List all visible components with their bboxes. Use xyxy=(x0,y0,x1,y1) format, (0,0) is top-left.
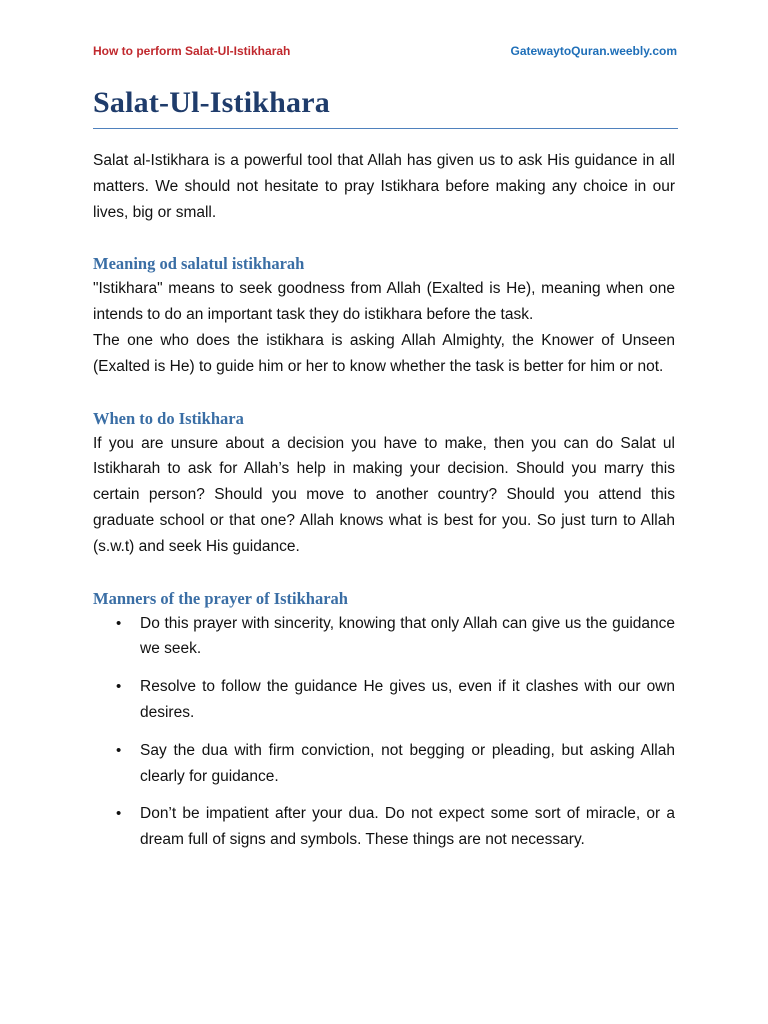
section-heading-when: When to do Istikhara xyxy=(93,408,244,428)
list-item-text: Resolve to follow the guidance He gives us, even if it clashes with our own desires. xyxy=(140,678,675,721)
title-underline xyxy=(93,128,678,129)
when-paragraph: If you are unsure about a decision you have to make, then you can do Salat ul Istikharah to ask for Allah’s help in making your decision. Should you marry this certain person? Should you move to another country? Should you attend this graduate school or that one? Allah knows what is best for you. So just turn to Allah (s.w.t) and seek His guidance. xyxy=(93,434,675,555)
list-item xyxy=(93,738,675,790)
list-item-text: Don’t be impatient after your dua. Do not expect some sort of miracle, or a dream full of signs and symbols. These things are not necessary. xyxy=(140,805,675,849)
bullet-icon: • xyxy=(116,805,122,823)
list-item xyxy=(93,801,675,853)
bullet-icon: • xyxy=(116,678,122,696)
list-item-text: Do this prayer with sincerity, knowing that only Allah can give us the guidance we seek. xyxy=(140,614,675,658)
page-title: Salat-Ul-Istikhara xyxy=(93,86,330,119)
bullet-icon: • xyxy=(116,614,122,632)
manners-list xyxy=(93,611,675,853)
section-heading-meaning: Meaning od salatul istikharah xyxy=(93,254,305,274)
list-item xyxy=(93,674,675,726)
meaning-paragraph-1: "Istikhara" means to seek goodness from Allah (Exalted is He), meaning when one intends to do an important task they do istikhara before the task. xyxy=(93,280,675,324)
header-website: GatewaytoQuran.weebly.com xyxy=(510,44,677,58)
list-item-text: Say the dua with firm conviction, not begging or pleading, but asking Allah clearly for guidance. xyxy=(140,741,675,785)
section-heading-manners: Manners of the prayer of Istikharah xyxy=(93,588,348,608)
intro-paragraph: Salat al-Istikhara is a powerful tool that Allah has given us to ask His guidance in all matters. We should not hesitate to pray Istikhara before making any choice in our lives, big or small. xyxy=(93,152,675,221)
meaning-paragraph-2: The one who does the istikhara is asking Allah Almighty, the Knower of Unseen (Exalted is He) to guide him or her to know whether the task is better for him or not. xyxy=(93,331,675,375)
list-item xyxy=(93,611,675,663)
bullet-icon: • xyxy=(116,741,122,759)
document-body xyxy=(93,148,675,865)
header-document-title: How to perform Salat-Ul-Istikharah xyxy=(93,44,291,58)
